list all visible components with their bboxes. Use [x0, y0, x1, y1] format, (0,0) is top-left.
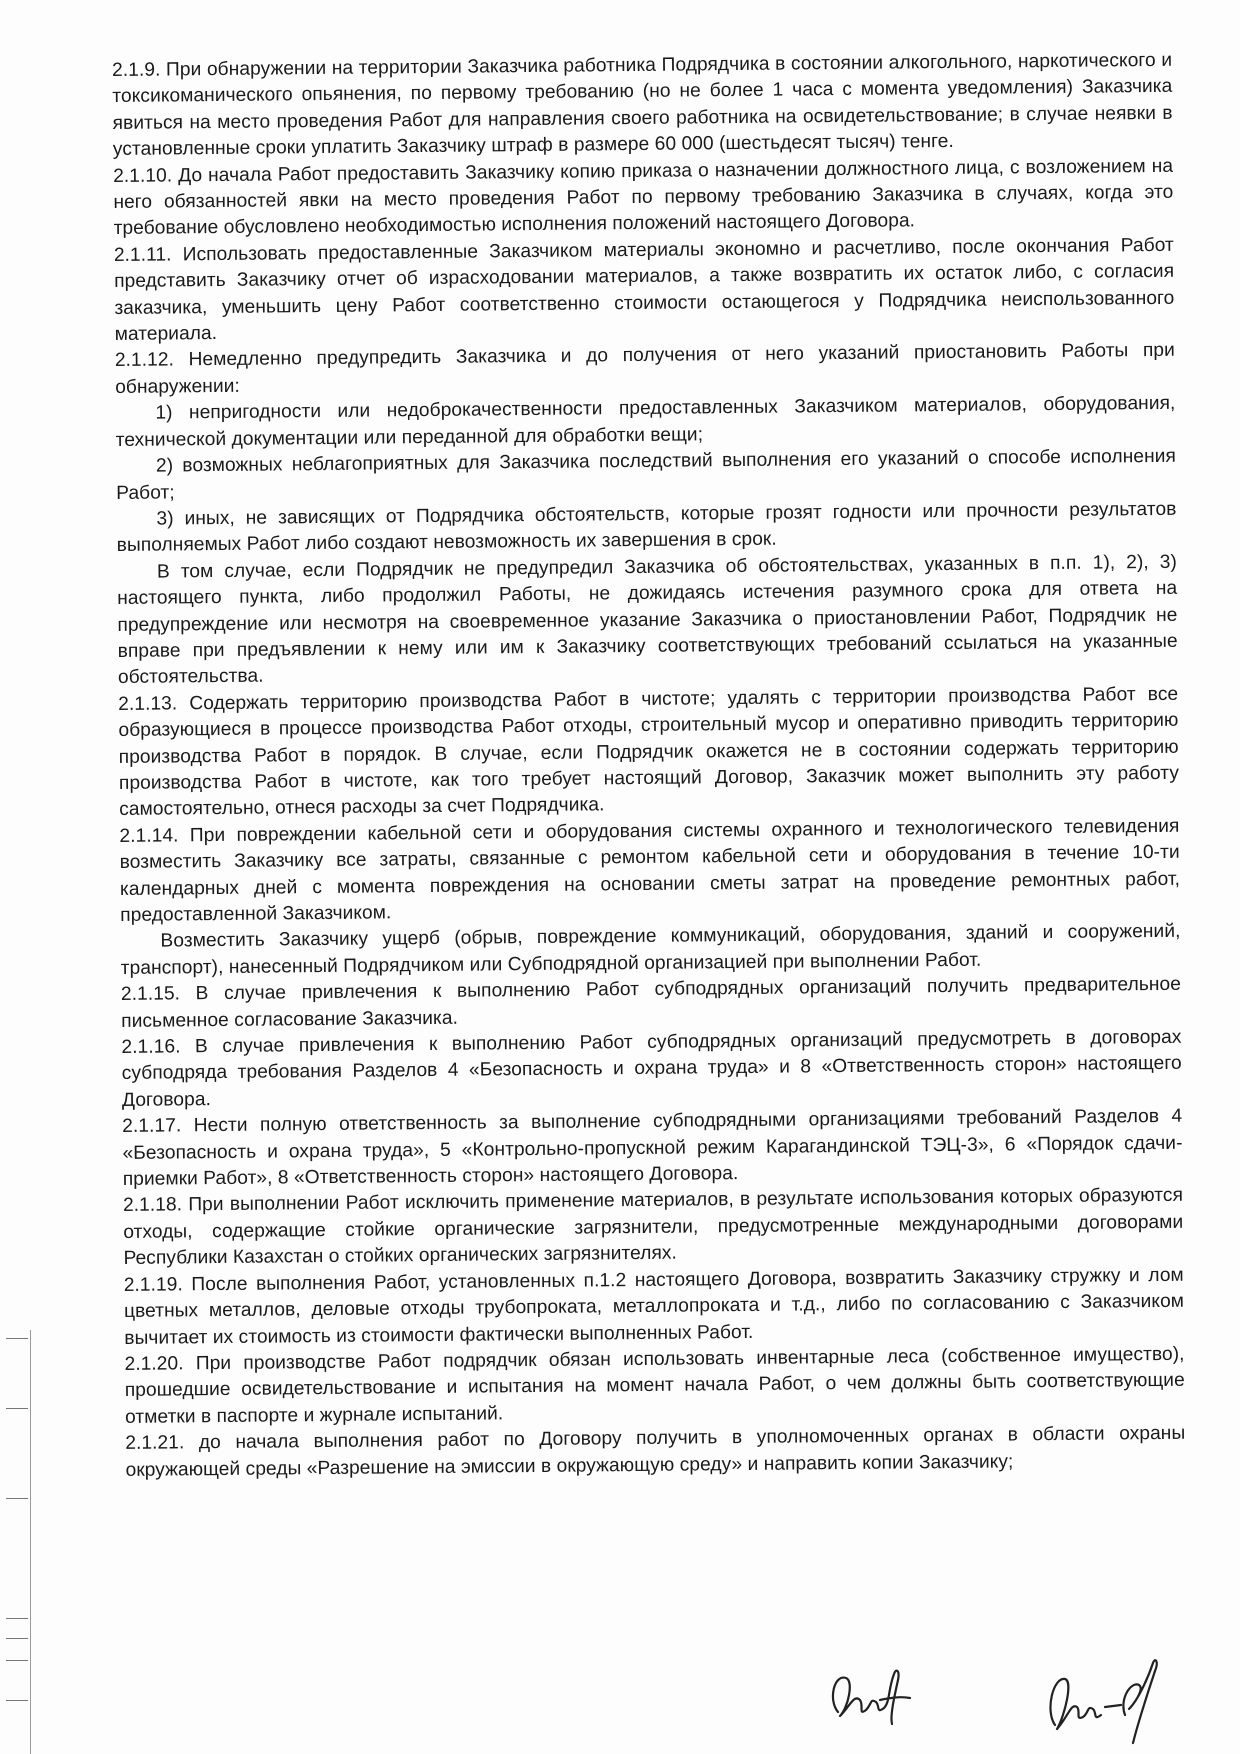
clause-2-1-12-note: В том случае, если Подрядчик не предупредил Заказчика об обстоятельствах, указанных в п.п. 1), 2), 3) настоящего пункта, либо продолжил Работы, не дожидаясь истечения разумного срока для ответа на предупреждение или несмотря на своевременное указание Заказчика о приостановлении Работ, Подрядчик не вправе при предъявлении к нему или им к Заказчику соответствующих требований ссылаться на указанные обстоятельства.: [117, 551, 1178, 689]
clause-2-1-16: 2.1.16. В случае привлечения к выполнению Работ субподрядных организаций предусмотреть в договорах субподряда требования Разделов 4 «Безопасность и охрана труда» и 8 «Ответственность сторон» настоящего Договора.: [121, 1026, 1182, 1111]
clause-2-1-18: 2.1.18. При выполнении Работ исключить применение материалов, в результате использования которых образуются отходы, содержащие стойкие органические загрязнители, предусмотренные международными договорами Республики Казахстан о стойких органических загрязнителях.: [122, 1185, 1184, 1270]
clause-2-1-14-damages: Возместить Заказчику ущерб (обрыв, повреждение коммуникаций, оборудования, зданий и сооружений, транспорт), нанесенный Подрядчиком или Субподрядной организацией при выполнении Работ.: [120, 921, 1181, 979]
clause-2-1-13: 2.1.13. Содержать территорию производства Работ в чистоте; удалять с территории производства Работ все образующиеся в процессе производства Работ отходы, строительный мусор и оперативно приводить территорию производства Работ в порядок. В случае, если Подрядчик окажется не в состоянии содержать территорию производства Работ в чистоте, как того требует настоящий Договор, Заказчик может выполнить эту работу самостоятельно, отнеся расходы за счет Подрядчика.: [118, 683, 1180, 821]
clause-2-1-10: 2.1.10. До начала Работ предоставить Заказчику копию приказа о назначении должностного лица, с возложением на него обязанностей явки на место проведения Работ по первому требованию Заказчика в случаях, когда это требование обусловлено необходимостью исполнения положений настоящего Договора.: [113, 155, 1174, 240]
clause-2-1-12-item-1: 1) непригодности или недоброкачественности предоставленных Заказчиком материалов, оборудования, технической документации или переданной для обработки вещи;: [115, 393, 1176, 451]
clause-2-1-12-item-3: 3) иных, не зависящих от Подрядчика обстоятельств, которые грозят годности или прочности результатов выполняемых Работ либо создают невозможность их завершения в срок.: [116, 498, 1177, 557]
contract-body-text: [112, 48, 1186, 1484]
signature-right: [1035, 1655, 1165, 1750]
clause-2-1-20: 2.1.20. При производстве Работ подрядчик обязан использовать инвентарные леса (собственное имущество), прошедшие освидетельствование и испытания на момент начала Работ, о чем должны быть соответствующие отметки в паспорте и журнале испытаний.: [124, 1343, 1185, 1428]
clause-2-1-21: 2.1.21. до начала выполнения работ по Договору получить в уполномоченных органах в области охраны окружающей среды «Разрешение на эмиссии в окружающую среду» и направить копии Заказчику;: [125, 1422, 1186, 1481]
signature-left: [820, 1660, 930, 1735]
clause-2-1-14: 2.1.14. При повреждении кабельной сети и оборудования системы охранного и технологического телевидения возместить Заказчику все затраты, связанные с ремонтом кабельной сети и оборудования в течение 10-ти календарных дней с момента повреждения на основании сметы затрат на проведение ремонтных работ, предоставленной Заказчиком.: [119, 815, 1181, 926]
clause-2-1-15: 2.1.15. В случае привлечения к выполнению Работ субподрядных организаций получить предварительное письменное согласование Заказчика.: [120, 974, 1182, 1032]
clause-2-1-19: 2.1.19. После выполнения Работ, установленных п.1.2 настоящего Договора, возвратить Заказчику стружку и лом цветных металлов, деловые отходы трубопроката, металлопроката и т.д., либо по согласованию с Заказчиком вычитает их стоимость из стоимости фактически выполненных Работ.: [123, 1264, 1185, 1349]
clause-2-1-11: 2.1.11. Использовать предоставленные Заказчиком материалы экономно и расчетливо, после окончания Работ представить Заказчику отчет об израсходовании материалов, а также возвратить их остаток либо, с согласия заказчика, уменьшить цену Работ соответственно стоимости остающегося у Подрядчика неиспользованного материала.: [113, 234, 1175, 346]
clause-2-1-9: 2.1.9. При обнаружении на территории Заказчика работника Подрядчика в состоянии алкогольного, наркотического и токсикоманического опьянения, по первому требованию (но не более 1 часа с момента уведомления) Заказчика явиться на место проведения Работ для направления своего работника на освидетельствование; в случае неявки в установленные сроки уплатить Заказчику штраф в размере 60 000 (шестьдесят тысяч) тенге.: [112, 49, 1173, 161]
clause-2-1-12-item-2: 2) возможных неблагоприятных для Заказчика последствий выполнения его указаний о способе исполнения Работ;: [116, 445, 1176, 504]
left-edge-line: [30, 1330, 31, 1754]
clause-2-1-12: 2.1.12. Немедленно предупредить Заказчика и до получения от него указаний приостановить Работы при обнаружении:: [114, 340, 1175, 398]
left-margin-binding-marks: [0, 0, 40, 1754]
clause-2-1-17: 2.1.17. Нести полную ответственность за выполнение субподрядными организациями требований Разделов 4 «Безопасность и охрана труда», 5 «Контрольно-пропускной режим Карагандинской ТЭЦ-3», 6 «Порядок сдачи-приемки Работ», 8 «Ответственность сторон» настоящего Договора.: [122, 1106, 1183, 1191]
